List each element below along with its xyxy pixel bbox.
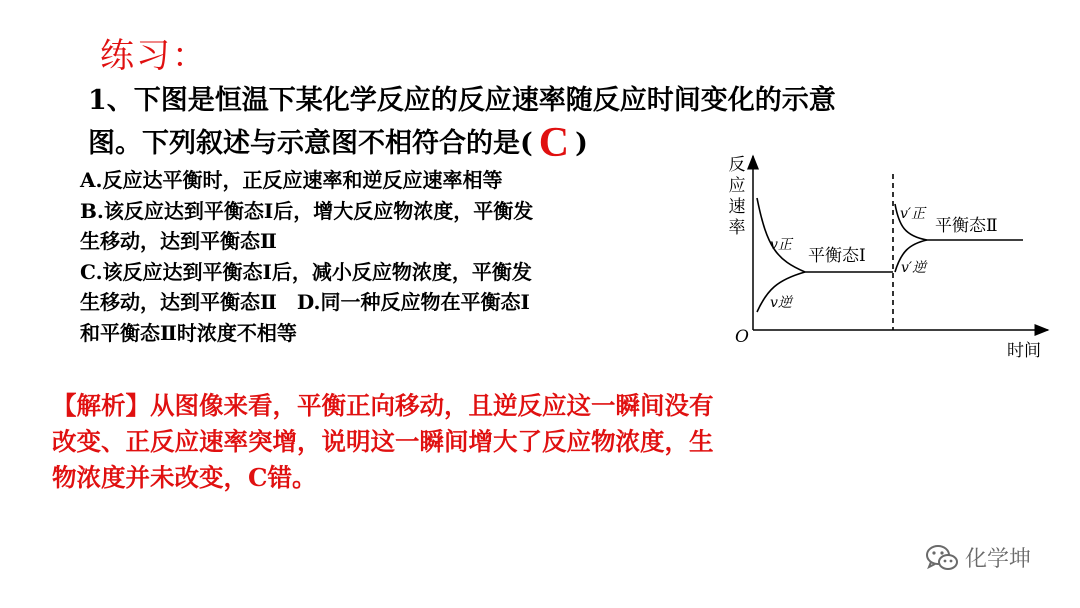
series-label-v-reverse: v逆 [770, 295, 792, 311]
wechat-icon [925, 543, 959, 573]
answer-letter: C [538, 120, 570, 166]
x-axis-label: 时间 [1007, 341, 1041, 361]
page-heading: 练习： [100, 36, 208, 76]
y-axis-label: 反应速率 [728, 155, 746, 238]
question-text: 图。下列叙述与示意图不相符合的是( [88, 128, 533, 159]
series-label-v-forward: v正 [770, 237, 792, 253]
series-label-v-forward-prime: v′正 [900, 206, 926, 222]
series-label-v-reverse-prime: v′逆 [901, 260, 927, 276]
option-line: 和平衡态Ⅱ时浓度不相等 [80, 320, 297, 345]
analysis-line: 改变、正反应速率突增，说明这一瞬间增大了反应物浓度，生 [52, 427, 714, 456]
option-line: 生移动，达到平衡态Ⅱ D.同一种反应物在平衡态Ⅰ [80, 290, 530, 314]
analysis-block [52, 388, 932, 496]
option-line: C.该反应达到平衡态Ⅰ后，减小反应物浓度，平衡发 [80, 259, 532, 284]
rate-time-chart [715, 148, 1055, 363]
watermark-text: 化学坤 [965, 547, 1032, 572]
origin-label: O [735, 327, 749, 347]
option-line: B.该反应达到平衡态Ⅰ后，增大反应物浓度，平衡发 [80, 198, 534, 223]
analysis-line: 物浓度并未改变，C错。 [52, 463, 317, 492]
equilibrium-2-label: 平衡态Ⅱ [935, 216, 998, 236]
question-line-1: 1、下图是恒温下某化学反应的反应速率随反应时间变化的示意 [88, 85, 836, 116]
options-block [80, 165, 720, 348]
option-line: A.反应达平衡时，正反应速率和逆反应速率相等 [80, 168, 503, 192]
equilibrium-1-label: 平衡态Ⅰ [808, 246, 866, 266]
question-close-paren: ) [575, 128, 588, 159]
watermark [925, 542, 1031, 573]
option-line: 生移动，达到平衡态Ⅱ [80, 229, 277, 253]
v-forward-curve [757, 198, 805, 272]
analysis-line: 【解析】从图像来看，平衡正向移动，且逆反应这一瞬间没有 [52, 391, 714, 420]
